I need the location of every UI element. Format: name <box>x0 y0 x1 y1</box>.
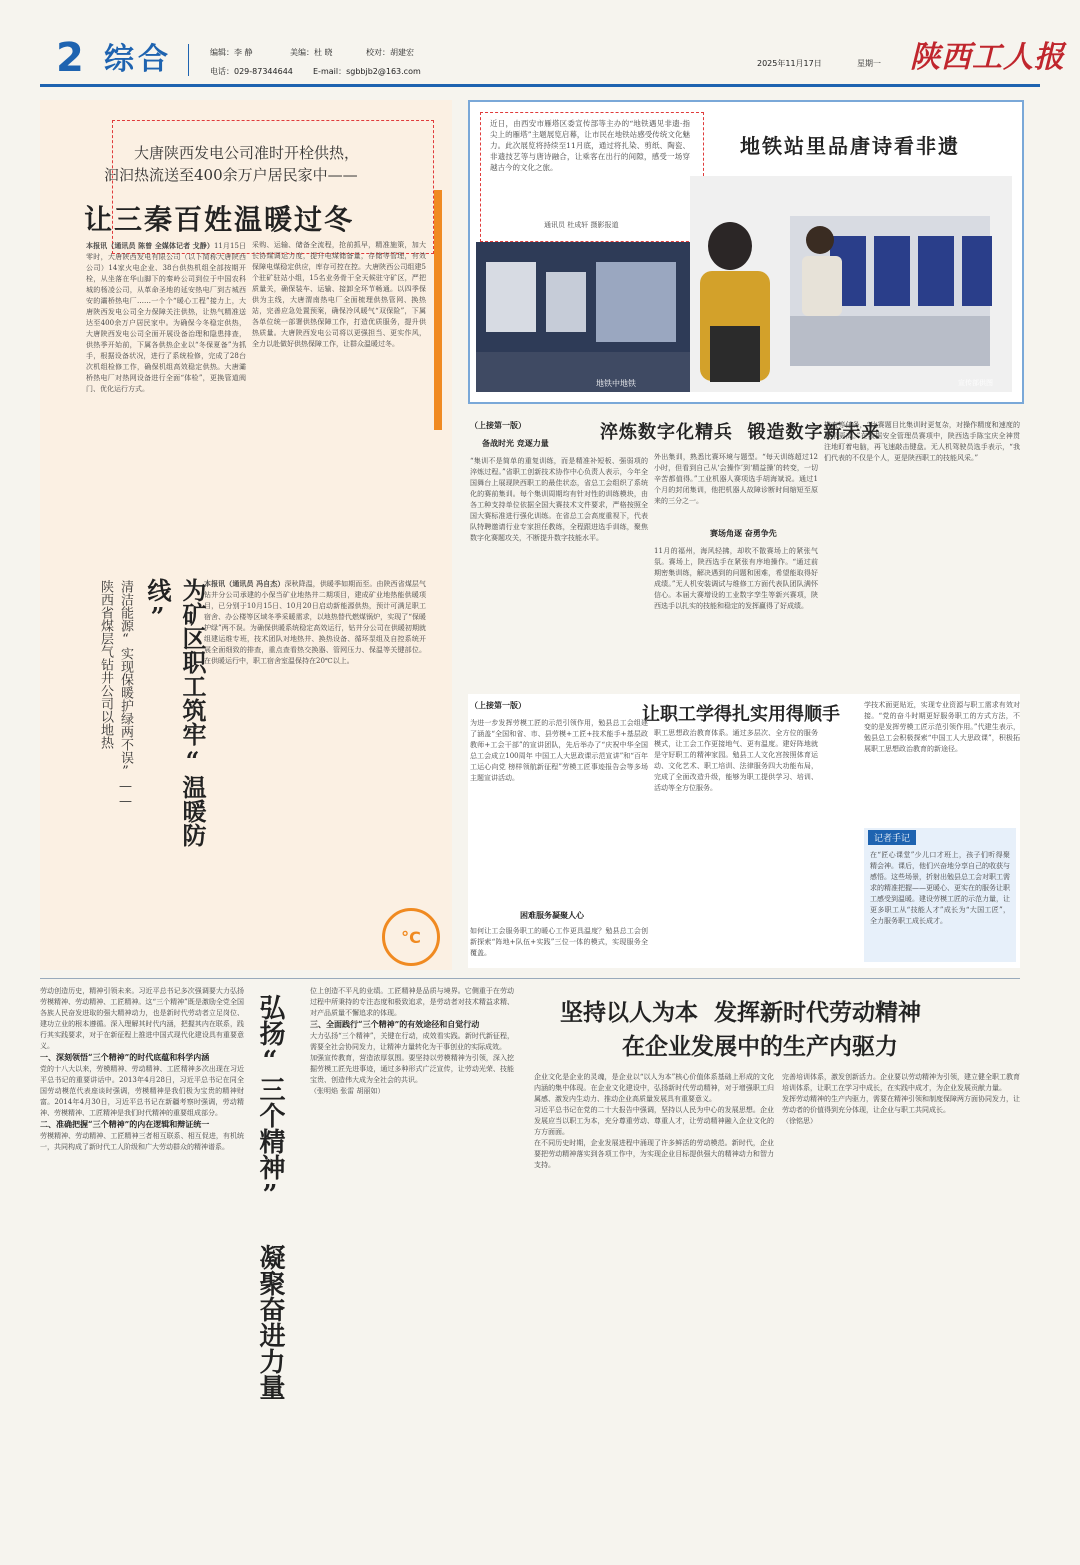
culture-col2 <box>782 1072 1020 1542</box>
digital-title: 淬炼数字化精兵 锻造数字新未来 <box>600 422 881 443</box>
heating-kicker-2: 汩汩热流送至400余万户居民家中—— <box>104 166 358 184</box>
culture-body-2: 习近平总书记在党的二十大报告中强调，坚持以人民为中心的发展思想。企业发展应当以职工为本，充分尊重劳动、尊重人才，让劳动精神融入企业文化的方方面面。 <box>534 1106 774 1136</box>
masthead-logo: 陕西工人报 <box>910 40 1065 75</box>
culture-body-5: 发挥劳动精神的生产内驱力，需要在精神引领和制度保障两方面协同发力，让劳动者的价值得到充分体现，让企业与职工共同成长。 <box>782 1095 1020 1114</box>
spirit-subhead-2: 二、准确把握“三个精神”的内在逻辑和辩证统一 <box>40 1119 210 1129</box>
workers-col1b: 如何让工会服务职工的暖心工作更具温度？勉县总工会创新探索“阵地+队伍+实践”三位一体的模式，实现服务全覆盖。 <box>470 927 648 957</box>
spirit-subhead-1: 一、深刻领悟“三个精神”的时代底蕴和科学内涵 <box>40 1052 210 1062</box>
spirit-body-4: 位上创造不平凡的业绩。工匠精神是品质与境界。它侧重于在劳动过程中所秉持的专注态度和极致追求，是劳动者对技术精益求精、对产品质量不懈追求的体现。 <box>310 987 514 1017</box>
heating-kicker-1: 大唐陕西发电公司准时开栓供热， <box>134 144 360 162</box>
culture-body-1: 企业文化是企业的灵魂，是企业以“以人为本”核心价值体系基础上形成的文化内涵的集中体现。在企业文化建设中，弘扬新时代劳动精神，对于增强职工归属感、激发内生动力、推动企业高质量发展具有重要意义。 <box>534 1073 774 1103</box>
heating-col1 <box>86 240 246 560</box>
spirit-body-5: 大力弘扬“三个精神”，关键在行动，成效看实践。新时代新征程，需要全社会协同发力，让精神力量转化为干事创业的实际成效。 <box>310 1032 514 1051</box>
section-name: 综合 <box>104 42 172 77</box>
celsius-label: °C <box>401 927 421 947</box>
digital-col2: 外出集训，熟悉比赛环境与题型。“每天训练超过12小时，但看到自己从‘会操作’到‘精益操’的转变，一切辛苦都值得。”工业机器人赛项选手胡海斌说。通过1个月的封闭集训，他把机器人故障诊断时间缩短至原来的三分之一。 <box>654 453 818 505</box>
coal-body <box>204 578 426 908</box>
workers-col3: 学技术面更贴近，实现专业资源与职工需求有效对接。“党的奋斗时期更好服务职工的方式方法，不变的是发挥劳模工匠示范引领作用。”代建生表示，勉县总工会积极探索“中国工人大思政课”，积极拓展职工思想政治教育的新途径。 <box>864 701 1020 753</box>
metro-credit: 通讯员 杜成轩 摄影报道 <box>544 221 619 229</box>
spirit-body-6: 加强宣传教育，营造浓厚氛围。要坚持以劳模精神为引领，深入挖掘劳模工匠先进事迹，通过多种形式广泛宣传，让劳动光荣、技能宝贵、创造伟大成为全社会的共识。 <box>310 1054 514 1084</box>
culture-title-2: 在企业发展中的生产内驱力 <box>622 1033 898 1060</box>
thermometer-icon <box>382 908 440 966</box>
spirit-body-2: 党的十八大以来，劳模精神、劳动精神、工匠精神多次出现在习近平总书记的重要讲话中。2013年4月28日，习近平总书记在同全国劳动模范代表座谈时强调，劳模精神是我们极为宝贵的精神财富。2014年4月30日，习近平总书记在新疆考察时强调，劳动精神、劳模精神、工匠精神是我们时代精神的重要组成部分。 <box>40 1065 244 1117</box>
spirit-col2 <box>310 986 514 1546</box>
spirit-title-1: 弘扬“三个精神” <box>255 994 285 1210</box>
designer-credit: 美编：杜 晓 <box>290 48 333 57</box>
digital-col1: “集训不是简单的重复训练，而是精准补短板、强弱项的淬炼过程。”省职工创新技术协作中心负责人表示，今年全国舞台上展现陕西职工的最佳状态，省总工会组织了系统化的赛前集训。每个集训周期均有针对性的训练模块，由各工种支持单位依据全国大赛技术文件要求，严格按照全国大赛标准进行强化训练。在省总工会高度重视下，代表队特聘邀请行业专家担任教练，全程跟进选手训练，聚焦数字化赛题攻关，不断提升数字技能水平。 <box>470 457 648 542</box>
workers-title: 让职工学得扎实用得顺手 <box>642 704 840 725</box>
bottom-rule <box>40 978 1020 979</box>
culture-col1 <box>534 1072 774 1542</box>
weekday: 星期一 <box>857 59 881 68</box>
metro-photo-left <box>476 242 690 392</box>
workers-col2: 职工思想政治教育体系。通过多层次、全方位的服务模式，让工会工作更接地气、更有温度。建好阵地就是守好职工的精神家园。勉县工人文化宫按照体育运动、文化艺术、职工培训、法律服务四大功能布局，完成了全面改造升级，能够为职工提供学习、培训、活动等全方位服务。 <box>654 729 818 792</box>
coal-body-text: 深秋降温，供暖季如期而至。由陕西省煤层气钻井分公司承建的小保当矿业地热井二期项目，建成矿业地热能供暖项目，已分别于10月15日、10月20日启动新能源供热，预计可满足职工宿舍、办公楼等区域冬季采暖需求，以地热替代燃煤锅炉，实现了“保暖护绿”两不误。为确保供暖系统稳定高效运行，钻井分公司在供暖初期就组建运维专班，技术团队对地热井、换热设备、循环泵组及自控系统开展全面细致的排查，重点查看热交换器、管网压力、保温等关键部位。在供暖运行中，职工宿舍室温保持在20℃以上。 <box>204 580 426 665</box>
reporter-notes: 在“匠心课堂”少儿口才班上，孩子们听得聚精会神。课后，他们兴奋地分享自己的收获与感悟。这些场景，折射出勉县总工会对职工需求的精准把握——更暖心、更实在的服务让职工感受到温暖。建设劳模工匠的示范力量，让更多职工从“技能人才”成长为“大国工匠”，全力服务职工成长成才。 <box>870 851 1010 925</box>
heating-col2: 采购、运输、储备全流程，抢前抓早，精准施策，加大长协煤调运力度，提升电煤储备量，存储等管理，有效保障电煤稳定供应，库存可控在控。大唐陕西公司组建5个驻矿驻站小组，15名业务骨干全天候驻守矿区，严把质量关，确保装车、运输、接卸全环节畅通。以四季保供为主线，大唐渭南热电厂全面梳理供热管网、换热站，完善应急处置预案，确保冷风暖气“双保险”，下属各单位统一部署供热保障工作，打造优质服务，提升供热质量。大唐陕西发电公司将以更强担当、更实作风，全力以赴做好供热保障工作，让群众温暖过冬。 <box>252 241 426 348</box>
coal-byline: 本报讯（通讯员 冯自杰） <box>204 579 285 588</box>
culture-credit: （徐铭思） <box>782 1117 817 1125</box>
phone: 电话：029-87344644 <box>210 67 293 76</box>
digital-subhead: 备战时光 竞逐力量 <box>482 439 549 448</box>
page-number: 2 <box>56 35 84 81</box>
spirit-body-1: 劳动创造历史，精神引领未来。习近平总书记多次强调要大力弘扬劳模精神、劳动精神、工匠精神。这“三个精神”既是激励全党全国各族人民奋发进取的强大精神动力，也是新时代劳动者立足岗位、建功立业的根本遵循。深入理解其时代内涵，把握其内在联系，践行其实践要求，对于在新征程上推进中国式现代化建设具有重要意义。 <box>40 987 244 1050</box>
heating-body-1: 11月15日零时，大唐陕西发电有限公司（以下简称大唐陕西公司）14家火电企业、38台供热机组全部按期开栓，从坐落在华山脚下的秦岭公司到位于中国农科城的杨凌公司，从革命圣地的延安热电厂到古城西安的灞桥热电厂……一个个“暖心工程”接力上，大唐陕西发电公司全力保障关注供热，让热气精准送达至400余万户居民家中。为确保今冬稳定供热，大唐陕西发电公司全面开展设备治理和隐患排查，供热季开始前，下属各供热企业以“冬保夏备”为抓手，根据设备状况，进行了系统检修，完成了28台次机组检修工作，确保机组高效稳定供热。大唐灞桥热电厂对热网设备进行全面“体检”，更换管道阀门、优化运行方式。 <box>86 242 246 393</box>
workers-subhead: 困难服务凝聚人心 <box>520 911 584 920</box>
digital-jump-label: （上接第一版） <box>470 421 526 430</box>
culture-body-4: 完善培训体系，激发创新活力。企业要以劳动精神为引领，建立健全职工教育培训体系，让职工在学习中成长，在实践中成才，为企业发展贡献力量。 <box>782 1073 1020 1092</box>
digital-col2b: 11月的福州，海风轻拂，却吹不散赛场上的紧张气氛。赛场上，陕西选手在紧张有序地操作。“通过前期密集训练，解决遇到的问题和困难，希望能取得好成绩。”无人机安装调试与维修工方面代表队团队满怀信心。本届大赛增设的工业数字孪生等新兴赛项，陕西选手以扎实的技能和稳定的发挥赢得了好成绩。 <box>654 547 818 610</box>
issue-date: 2025年11月17日 <box>757 59 822 68</box>
workers-jump-label: （上接第一版） <box>470 701 526 710</box>
proofreader-credit: 校对：胡建宏 <box>366 48 414 57</box>
header-divider <box>188 44 189 76</box>
svg-text:地铁中地铁: 地铁中地铁 <box>596 379 636 388</box>
coal-title-main: 为矿区职工筑牢“温暖防线” <box>143 578 207 847</box>
digital-col3: 排查等任务，“比赛题目比集训时更复杂，对操作精度和速度的要求更高。”在数据安全管理员赛项中，陕西选手陈宝庆全神贯注地盯着电脑，再飞速敲击键盘。无人机驾驶员选手表示，“我们代表的不仅是个人，更是陕西职工的技能风采。” <box>824 421 1020 462</box>
digital-subhead-2: 赛场角逐 奋勇争先 <box>710 529 777 538</box>
metro-photo-caption: 宣传部供图 <box>958 379 993 387</box>
culture-body-3: 在不同历史时期，企业发展进程中涌现了许多鲜活的劳动模范。新时代，企业要把劳动精神落实到各项工作中，为实现企业目标提供强大的精神动力和智力支持。 <box>534 1139 774 1169</box>
spirit-col1 <box>40 986 244 1546</box>
spirit-credit: （张明焰 张雷 胡丽如） <box>310 1087 385 1095</box>
reporter-notes-label: 记者手记 <box>868 830 916 845</box>
heating-byline: 本报讯（通讯员 陈曾 全媒体记者 戈静） <box>86 241 214 250</box>
heating-orange-bar <box>434 190 442 430</box>
spirit-subhead-3: 三、全面践行“三个精神”的有效途径和自觉行动 <box>310 1019 480 1029</box>
metro-title: 地铁站里品唐诗看非遗 <box>740 134 960 158</box>
culture-title-1: 坚持以人为本 发挥新时代劳动精神 <box>560 999 922 1026</box>
email: E-mail：sgbbjb2@163.com <box>313 67 421 76</box>
heating-title: 让三秦百姓温暖过冬 <box>84 203 355 236</box>
header-rule <box>40 84 1040 87</box>
coal-title-sub-2: 陕西省煤层气钻井公司以地热 <box>98 580 113 749</box>
spirit-title-2: 凝聚奋进力量 <box>255 1244 285 1400</box>
editor-credit: 编辑：李 静 <box>210 48 253 57</box>
metro-photo-right <box>690 176 1012 392</box>
spirit-body-3: 劳模精神、劳动精神、工匠精神三者相互联系、相互促进，有机统一，共同构成了新时代工人阶级和广大劳动群众的精神谱系。 <box>40 1132 244 1151</box>
metro-intro: 近日，由西安市雁塔区委宣传部等主办的“地铁遇见非遗·指尖上的雁塔”主题展览启幕，让市民在地铁站感受传统文化魅力。此次展览将持续至11月底，通过将扎染、剪纸、陶瓷、非遗技艺等与唐诗融合，让乘客在出行的间隙，感受一场穿越古今的文化之旅。 <box>490 119 690 172</box>
coal-title-sub-1: 清洁能源“实现保暖护绿两不误”—— <box>118 580 133 809</box>
workers-col1: 为进一步发挥劳模工匠的示范引领作用，勉县总工会组建了涵盖“全国和省、市、县劳模+工匠+技术能手+基层政教师+工会干部”的宣讲团队，先后举办了“庆祝中华全国总工会成立100周年 中国工人大思政课示范宣讲”和“百年工运心向党 榜样领航新征程”劳模工匠事迹报告会等多场主题宣讲活动。 <box>470 719 648 782</box>
